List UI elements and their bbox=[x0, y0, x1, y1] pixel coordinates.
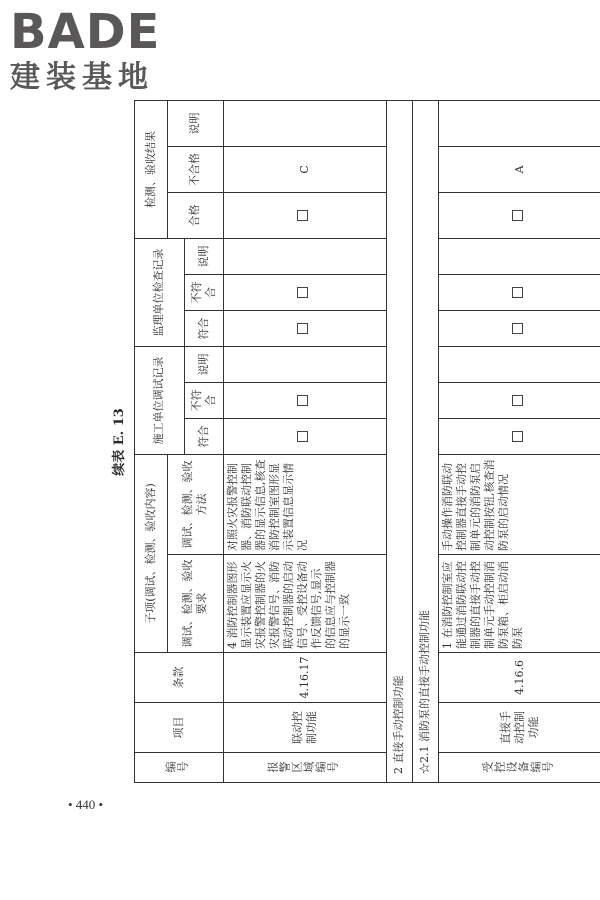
logo-subtitle: 建装基地 bbox=[10, 60, 154, 95]
row2-c-conform[interactable] bbox=[438, 419, 600, 455]
row1-id: 报警区域编号 bbox=[223, 753, 386, 783]
row2-s-note bbox=[438, 238, 600, 274]
checkbox[interactable] bbox=[297, 395, 308, 406]
checkbox[interactable] bbox=[512, 395, 523, 406]
header-s-conform: 符合 bbox=[184, 310, 223, 346]
row2-project: 直接手动控制功能 bbox=[438, 703, 600, 753]
row2-c-nonconform[interactable] bbox=[438, 383, 600, 419]
row2-s-nonconform[interactable] bbox=[438, 274, 600, 310]
table-row bbox=[438, 100, 600, 782]
table-row bbox=[223, 100, 386, 782]
header-c-note: 说明 bbox=[184, 346, 223, 382]
row1-method: 对照火灾报警控制器、消防联动控制器的显示信息,核查消防控制室图形显示装置信息显示情况 bbox=[223, 455, 386, 555]
header-id: 编号 bbox=[135, 753, 224, 783]
header-c-conform: 符合 bbox=[184, 419, 223, 455]
header-req: 调试、检测、验收要求 bbox=[168, 555, 224, 653]
header-qualified: 合格 bbox=[168, 192, 224, 238]
row2-s-conform[interactable] bbox=[438, 310, 600, 346]
row2-c-note bbox=[438, 346, 600, 382]
logo bbox=[10, 6, 180, 101]
header-method: 调试、检测、验收方法 bbox=[168, 455, 224, 555]
header-c-nonconform: 不符合 bbox=[184, 383, 223, 419]
header-clause: 条款 bbox=[135, 653, 224, 703]
checkbox[interactable] bbox=[512, 210, 523, 221]
checkbox[interactable] bbox=[297, 287, 308, 298]
header-result: 检测、验收结果 bbox=[135, 100, 168, 238]
header-construction: 施工单位调试记录 bbox=[135, 346, 185, 454]
row1-clause: 4.16.17 bbox=[223, 653, 386, 703]
header-s-note: 说明 bbox=[184, 238, 223, 274]
table-container bbox=[134, 101, 600, 783]
header-unqualified: 不合格 bbox=[168, 146, 224, 192]
checkbox[interactable] bbox=[297, 431, 308, 442]
row1-c-note bbox=[223, 346, 386, 382]
row2-r-note bbox=[438, 100, 600, 146]
row1-project: 联动控制功能 bbox=[223, 703, 386, 753]
row2-grade: A bbox=[438, 146, 600, 192]
row1-c-nonconform[interactable] bbox=[223, 383, 386, 419]
row1-c-conform[interactable] bbox=[223, 419, 386, 455]
row1-grade: C bbox=[223, 146, 386, 192]
header-subitem: 子项(调试、检测、验收内容) bbox=[135, 455, 168, 653]
row1-r-qualified[interactable] bbox=[223, 192, 386, 238]
row1-s-conform[interactable] bbox=[223, 310, 386, 346]
table-caption: 续表 E. 13 bbox=[112, 408, 127, 476]
logo-brand: BADE bbox=[10, 4, 161, 60]
row1-s-note bbox=[223, 238, 386, 274]
section-2: 2 直接手动控制功能 bbox=[386, 100, 412, 782]
checkbox[interactable] bbox=[297, 210, 308, 221]
checkbox[interactable] bbox=[512, 287, 523, 298]
row2-req: 1 在消防控制室应能通过消防联动控制器的直接手动控制单元手动控制消防泵箱、柜启动消防泵 bbox=[438, 555, 600, 653]
header-project: 项目 bbox=[135, 703, 224, 753]
inspection-table bbox=[134, 100, 600, 783]
section-2-1: ☆2.1 消防泵的直接手动控制功能 bbox=[412, 100, 438, 782]
row2-clause: 4.16.6 bbox=[438, 653, 600, 703]
row2-r-qualified[interactable] bbox=[438, 192, 600, 238]
checkbox[interactable] bbox=[512, 431, 523, 442]
checkbox[interactable] bbox=[512, 323, 523, 334]
row1-req: 4 消防控制器图形显示装置应显示火灾报警控制器的火灾报警信号、消防联动控制器的启动信号、受控设备动作反馈信号,显示的信息应与控制器的显示一致 bbox=[223, 555, 386, 653]
row1-s-nonconform[interactable] bbox=[223, 274, 386, 310]
row2-method: 手动操作消防联动控制器直接手动控制单元的消防泵启动控制按钮,核查消防泵的启动情况 bbox=[438, 455, 600, 555]
rotated-table-wrapper bbox=[112, 101, 600, 783]
checkbox[interactable] bbox=[297, 323, 308, 334]
row2-id: 受控设备编号 bbox=[438, 753, 600, 783]
header-s-nonconform: 不符合 bbox=[184, 274, 223, 310]
header-result-note: 说明 bbox=[168, 100, 224, 146]
page-number: • 440 • bbox=[68, 797, 104, 812]
row1-r-note bbox=[223, 100, 386, 146]
header-supervision: 监理单位检查记录 bbox=[135, 238, 185, 346]
